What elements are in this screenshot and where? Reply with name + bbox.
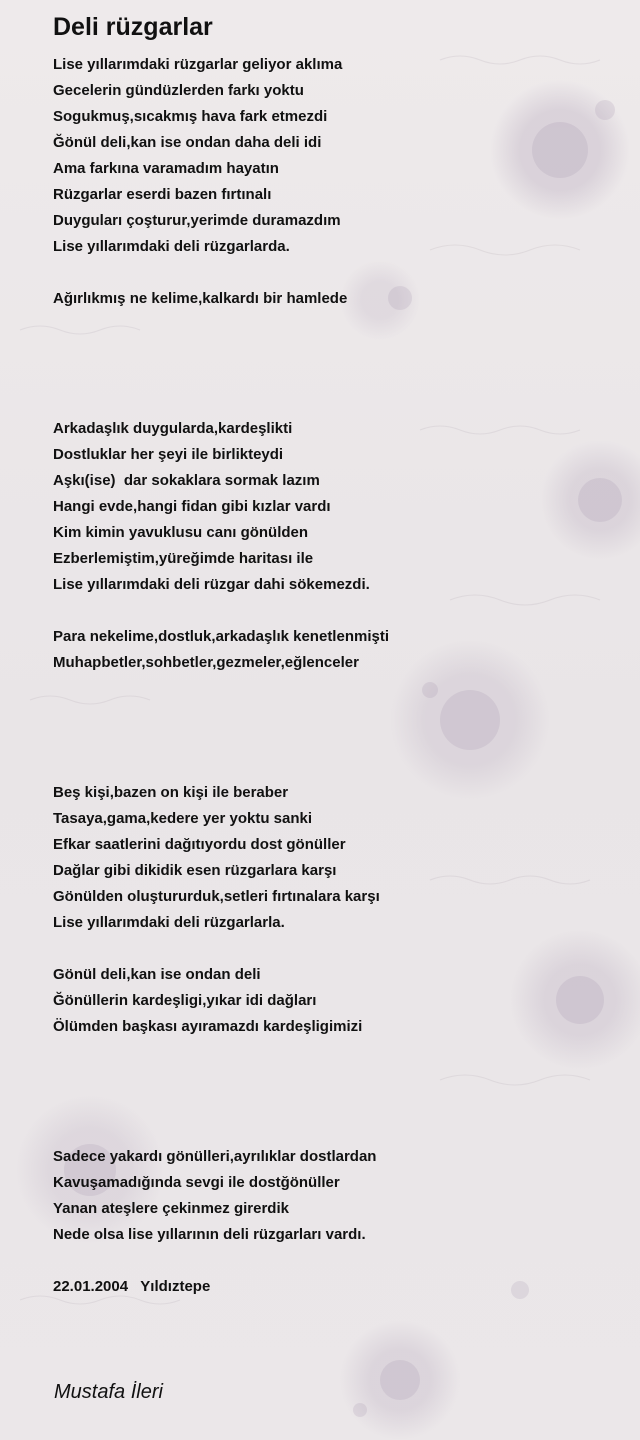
poem-line: Tasaya,gama,kedere yer yoktu sanki xyxy=(53,810,313,827)
poem-body xyxy=(53,52,613,1300)
poem-line: Lise yıllarımdaki rüzgarlar geliyor aklıma xyxy=(53,56,343,73)
poem-line: Gönül deli,kan ise ondan deli xyxy=(53,966,261,983)
poem-line: Para nekelime,dostluk,arkadaşlık kenetlenmişti xyxy=(53,628,389,645)
poem-line xyxy=(53,364,613,390)
poem-line xyxy=(53,1092,613,1118)
poem-line: Rüzgarlar eserdi bazen fırtınalı xyxy=(53,186,272,203)
poem-line xyxy=(53,936,613,962)
poem-line xyxy=(53,598,613,624)
poem-line: Muhapbetler,sohbetler,gezmeler,eğlenceler xyxy=(53,654,359,671)
poem-line xyxy=(53,260,613,286)
poem-line: Duyguları çoşturur,yerimde duramazdım xyxy=(53,212,341,229)
poem-line xyxy=(53,312,613,338)
poem-line xyxy=(53,338,613,364)
poem-line: Aşkı(ise) dar sokaklara sormak lazım xyxy=(53,472,320,489)
poem-line: Kavuşamadığında sevgi ile dostğönüller xyxy=(53,1174,340,1191)
poem-line xyxy=(53,1248,613,1274)
poem-date-place: 22.01.2004 Yıldıztepe xyxy=(53,1278,211,1295)
poem-line: Ezberlemiştim,yüreğimde haritası ile xyxy=(53,550,314,567)
poem-line: Ağırlıkmış ne kelime,kalkardı bir hamlede xyxy=(53,290,348,307)
poem-line xyxy=(53,702,613,728)
poem-line: Arkadaşlık duygularda,kardeşlikti xyxy=(53,420,293,437)
poem-line: Nede olsa lise yıllarının deli rüzgarları vardı. xyxy=(53,1226,366,1243)
poem-line: Sadece yakardı gönülleri,ayrılıklar dostlardan xyxy=(53,1148,377,1165)
poem-line xyxy=(53,1040,613,1066)
poem-line: Sogukmuş,sıcakmış hava fark etmezdi xyxy=(53,108,328,125)
poem-line: Yanan ateşlere çekinmez girerdik xyxy=(53,1200,289,1217)
poem-line: Ama farkına varamadım hayatın xyxy=(53,160,279,177)
poem-line: Lise yıllarımdaki deli rüzgar dahi sökemezdi. xyxy=(53,576,370,593)
poem-line xyxy=(53,754,613,780)
poem-line: Gönülden oluştururduk,setleri fırtınalara karşı xyxy=(53,888,380,905)
poem-line: Lise yıllarımdaki deli rüzgarlarla. xyxy=(53,914,285,931)
poem-line: Lise yıllarımdaki deli rüzgarlarda. xyxy=(53,238,290,255)
poem-line: Ğönül deli,kan ise ondan daha deli idi xyxy=(53,134,322,151)
poem-title: Deli rüzgarlar xyxy=(53,13,213,41)
poem-line: Dostluklar her şeyi ile birlikteydi xyxy=(53,446,284,463)
poem-line: Efkar saatlerini dağıtıyordu dost gönüller xyxy=(53,836,346,853)
poem-line: Hangi evde,hangi fidan gibi kızlar vardı xyxy=(53,498,331,515)
poem-line xyxy=(53,1118,613,1144)
author-name: Mustafa İleri xyxy=(54,1381,163,1403)
poem-line: Ölümden başkası ayıramazdı kardeşligimizi xyxy=(53,1018,363,1035)
poem-line: Kim kimin yavuklusu canı gönülden xyxy=(53,524,309,541)
poem-line xyxy=(53,1066,613,1092)
poem-line: Dağlar gibi dikidik esen rüzgarlara karşı xyxy=(53,862,337,879)
poem-line: Beş kişi,bazen on kişi ile beraber xyxy=(53,784,289,801)
poem-line: Ğönüllerin kardeşligi,yıkar idi dağları xyxy=(53,992,317,1009)
poem-line xyxy=(53,676,613,702)
poem-line xyxy=(53,728,613,754)
poem-line xyxy=(53,390,613,416)
poem xyxy=(53,10,613,1300)
poem-line: Gecelerin gündüzlerden farkı yoktu xyxy=(53,82,304,99)
